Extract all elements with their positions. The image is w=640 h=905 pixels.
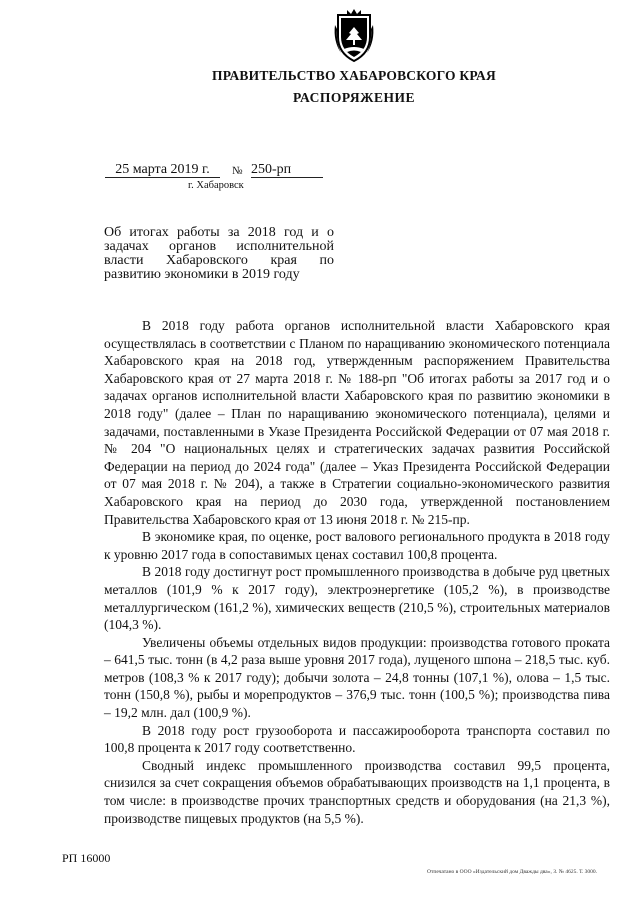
body-paragraph: В 2018 году рост грузооборота и пассажирооборота транспорта составил по 100,8 процента к 2017 году соответственно. [104,722,610,756]
body-paragraph: Сводный индекс промышленного производства составил 99,5 процента, снизился за счет сокращения объемов обрабатывающих производств на 1,1 процента, в том числе: в производстве прочих транспортных средств и оборудования (на 21,3 %), производстве пищевых продуктов (на 5,5 %). [104,757,610,826]
body-paragraph: Увеличены объемы отдельных видов продукции: производства готового проката – 641,5 тыс. тонн (в 4,2 раза выше уровня 2017 года), лущеного шпона – 218,5 тыс. куб. метров (108,3 % к 2017 году); добычи золота – 24,8 тонны (107,1 %), олова – 1,5 тыс. тонн (150,8 %), рыбы и морепродуктов – 376,9 тыс. тонн (100,5 %); производства пива – 19,2 млн. дал (100,9 %). [104,634,610,721]
coat-of-arms-emblem [331,7,377,67]
body-paragraph: В экономике края, по оценке, рост валового регионального продукта в 2018 году к уровню 2017 года в сопоставимых ценах составил 100,8 процента. [104,529,610,562]
government-title: ПРАВИТЕЛЬСТВО ХАБАРОВСКОГО КРАЯ [212,68,496,83]
form-code: РП 16000 [62,851,111,865]
printer-note: Отпечатано в ООО «Издательский дом Дважды два», З. № 4625. Т. 3000. [427,869,598,875]
document-city: г. Хабаровск [188,180,244,191]
document-subject: Об итогах работы за 2018 год и о задачах органов исполнительной власти Хабаровского края по развитию экономики в 2019 году [104,225,334,282]
body-paragraph: В 2018 году работа органов исполнительной власти Хабаровского края осуществлялась в соответствии с Планом по наращиванию экономического потенциала Хабаровского края на 2018 год, утвержденным распоряжением Правительства Хабаровского края от 27 марта 2018 г. № 188-рп "Об итогах работы за 2017 год и о задачах органов исполнительной власти Хабаровского края по развитию экономики в 2018 году" (далее – План по наращиванию экономического потенциала), целями и задачами, поставленными в Указе Президента Российской Федерации от 07 мая 2018 г. № 204 "О национальных целях и стратегических задачах развития Российской Федерации на период до 2024 года" (далее – Указ Президента Российской Федерации от 07 мая 2018 г. № 204), а также в Стратегии социально-экономического развития Хабаровского края на период до 2030 года, утвержденной постановлением Правительства Хабаровского края от 13 июня 2018 г. № 215-пр. [104,318,610,527]
document-type-title: РАСПОРЯЖЕНИЕ [292,90,416,105]
document-body [104,317,610,827]
body-paragraph: В 2018 году достигнут рост промышленного производства в добыче руд цветных металлов (101,9 % к 2017 году), электроэнергетике (105,2 %), в производстве металлургическом (161,2 %), химических веществ (210,5 %), строительных материалов (104,3 %). [104,564,610,633]
number-sign: № [232,165,243,177]
document-number: 250-рп [251,162,323,178]
document-date: 25 марта 2019 г. [105,162,220,178]
